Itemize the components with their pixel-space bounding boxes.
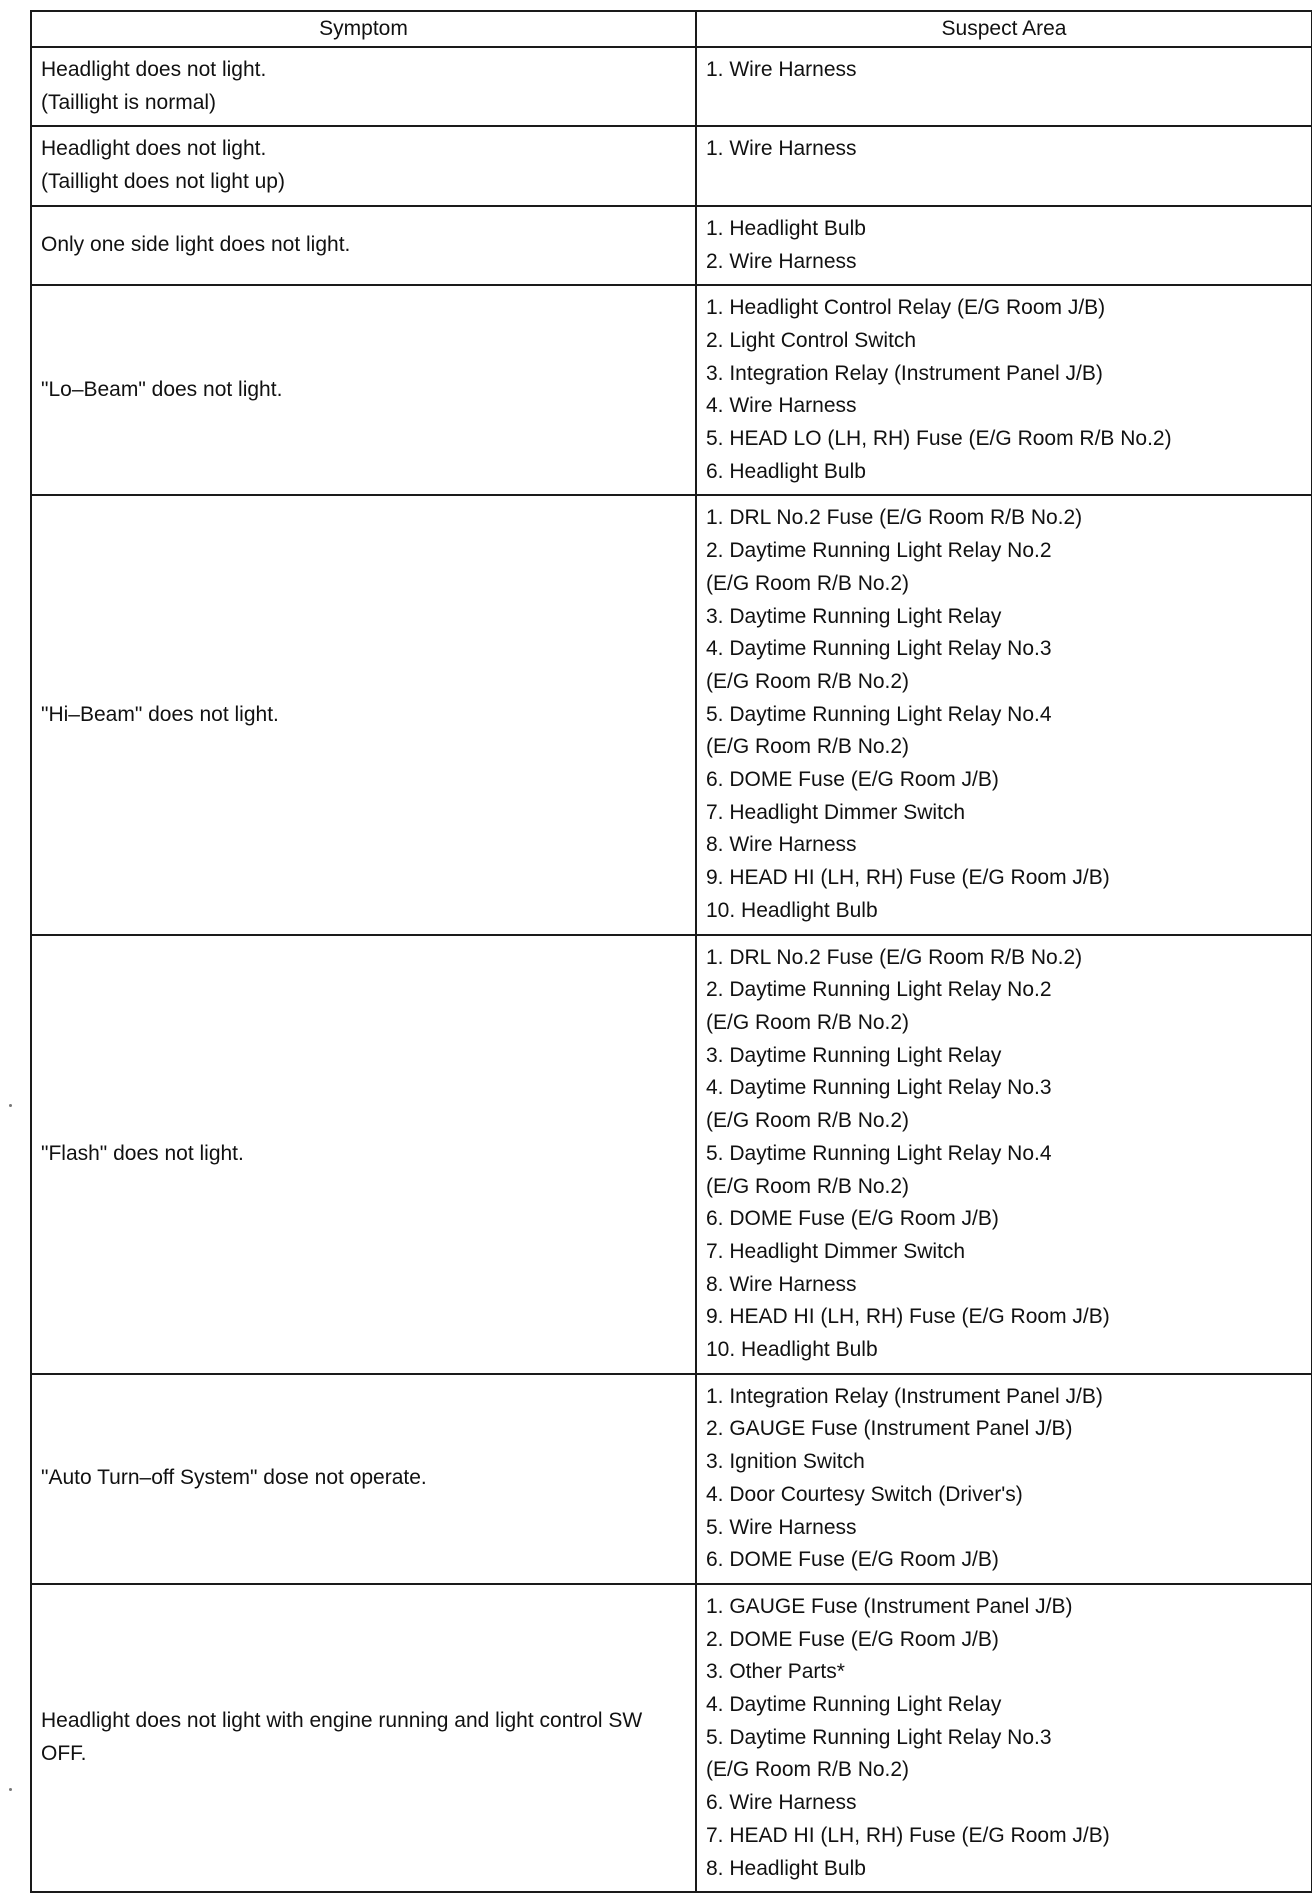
suspect-item: 1. GAUGE Fuse (Instrument Panel J/B) xyxy=(706,1594,1073,1618)
suspect-item: 7. Headlight Dimmer Switch xyxy=(706,1239,966,1263)
suspect-area-cell xyxy=(696,495,1312,934)
symptom-cell xyxy=(31,1374,696,1584)
suspect-area-cell xyxy=(696,1374,1312,1584)
scan-speck xyxy=(9,1788,12,1791)
symptom-cell xyxy=(31,935,696,1374)
suspect-item: 5. Daytime Running Light Relay No.4 xyxy=(706,1141,1052,1165)
suspect-item: 7. Headlight Dimmer Switch xyxy=(706,800,966,824)
suspect-item: 3. Ignition Switch xyxy=(706,1450,865,1474)
problem-symptoms-table-container xyxy=(30,10,1311,1893)
suspect-item: 6. DOME Fuse (E/G Room J/B) xyxy=(706,1548,999,1572)
symptom-text: "Hi–Beam" does not light. xyxy=(41,702,279,726)
symptom-text: (Taillight is normal) xyxy=(41,90,217,114)
suspect-item: 1. DRL No.2 Fuse (E/G Room R/B No.2) xyxy=(706,506,1083,530)
symptom-cell xyxy=(31,1584,696,1892)
suspect-item: 2. DOME Fuse (E/G Room J/B) xyxy=(706,1627,999,1651)
suspect-item: 2. GAUGE Fuse (Instrument Panel J/B) xyxy=(706,1417,1073,1441)
suspect-item: 2. Daytime Running Light Relay No.2 xyxy=(706,539,1052,563)
symptom-text: Headlight does not light with engine running and light control SW OFF. xyxy=(41,1709,643,1766)
suspect-item: 9. HEAD HI (LH, RH) Fuse (E/G Room J/B) xyxy=(706,866,1110,890)
suspect-item: 4. Daytime Running Light Relay No.3 xyxy=(706,1076,1052,1100)
suspect-area-cell xyxy=(696,47,1312,126)
symptom-text: (Taillight does not light up) xyxy=(41,170,285,194)
suspect-item: (E/G Room R/B No.2) xyxy=(706,669,910,693)
suspect-area-cell xyxy=(696,206,1312,285)
suspect-item: 1. Wire Harness xyxy=(706,58,857,81)
scan-speck xyxy=(9,1104,12,1107)
suspect-item: 2. Wire Harness xyxy=(706,249,857,273)
suspect-item: (E/G Room R/B No.2) xyxy=(706,1010,910,1034)
suspect-item: 6. DOME Fuse (E/G Room J/B) xyxy=(706,1207,999,1231)
suspect-item: 5. Wire Harness xyxy=(706,1515,857,1539)
suspect-item: 2. Light Control Switch xyxy=(706,328,917,352)
symptom-cell xyxy=(31,47,696,126)
symptom-text: "Flash" does not light. xyxy=(41,1141,244,1165)
suspect-item: 4. Door Courtesy Switch (Driver's) xyxy=(706,1482,1023,1506)
suspect-item: 1. DRL No.2 Fuse (E/G Room R/B No.2) xyxy=(706,945,1083,969)
suspect-item: (E/G Room R/B No.2) xyxy=(706,735,910,759)
problem-symptoms-table xyxy=(30,10,1312,1893)
suspect-item: 1. Headlight Control Relay (E/G Room J/B) xyxy=(706,296,1106,320)
suspect-item: 1. Wire Harness xyxy=(706,137,857,161)
symptom-cell xyxy=(31,285,696,495)
suspect-item: 9. HEAD HI (LH, RH) Fuse (E/G Room J/B) xyxy=(706,1305,1110,1329)
suspect-item: (E/G Room R/B No.2) xyxy=(706,571,910,595)
symptom-cell xyxy=(31,126,696,205)
suspect-item: 8. Wire Harness xyxy=(706,833,857,857)
suspect-item: 4. Wire Harness xyxy=(706,394,857,418)
symptom-text: Headlight does not light. xyxy=(41,58,267,81)
table-row xyxy=(31,495,1312,934)
suspect-item: 3. Daytime Running Light Relay xyxy=(706,1043,1002,1067)
suspect-item: 3. Other Parts* xyxy=(706,1660,845,1684)
suspect-item: (E/G Room R/B No.2) xyxy=(706,1758,910,1782)
suspect-item: 6. DOME Fuse (E/G Room J/B) xyxy=(706,768,999,792)
suspect-item: 10. Headlight Bulb xyxy=(706,898,878,922)
table-row xyxy=(31,206,1312,285)
suspect-area-cell xyxy=(696,1584,1312,1892)
suspect-item: 10. Headlight Bulb xyxy=(706,1338,878,1362)
suspect-item: 5. Daytime Running Light Relay No.4 xyxy=(706,702,1052,726)
symptom-text: Only one side light does not light. xyxy=(41,233,351,257)
suspect-item: 2. Daytime Running Light Relay No.2 xyxy=(706,978,1052,1002)
suspect-item: 4. Daytime Running Light Relay xyxy=(706,1693,1002,1717)
suspect-item: 5. HEAD LO (LH, RH) Fuse (E/G Room R/B No.2) xyxy=(706,427,1172,451)
suspect-item: 3. Integration Relay (Instrument Panel J/B) xyxy=(706,361,1103,385)
table-row xyxy=(31,47,1312,126)
table-header-row xyxy=(31,11,1312,47)
suspect-area-cell xyxy=(696,285,1312,495)
suspect-item: (E/G Room R/B No.2) xyxy=(706,1174,910,1198)
table-row xyxy=(31,935,1312,1374)
symptom-text: "Auto Turn–off System" dose not operate. xyxy=(41,1466,427,1490)
suspect-item: 6. Wire Harness xyxy=(706,1791,857,1815)
symptom-text: "Lo–Beam" does not light. xyxy=(41,377,283,401)
suspect-item: 8. Wire Harness xyxy=(706,1272,857,1296)
suspect-item: 1. Integration Relay (Instrument Panel J/B) xyxy=(706,1384,1103,1408)
table-row xyxy=(31,126,1312,205)
symptom-text: Headlight does not light. xyxy=(41,137,267,161)
suspect-item: 3. Daytime Running Light Relay xyxy=(706,604,1002,628)
suspect-area-cell xyxy=(696,935,1312,1374)
suspect-item: 8. Headlight Bulb xyxy=(706,1856,866,1880)
suspect-item: 7. HEAD HI (LH, RH) Fuse (E/G Room J/B) xyxy=(706,1823,1110,1847)
table-row xyxy=(31,285,1312,495)
symptom-cell xyxy=(31,495,696,934)
suspect-area-column-header: Suspect Area xyxy=(696,11,1312,47)
suspect-item: 6. Headlight Bulb xyxy=(706,459,866,483)
table-row xyxy=(31,1374,1312,1584)
suspect-area-cell xyxy=(696,126,1312,205)
table-row xyxy=(31,1584,1312,1892)
symptom-cell xyxy=(31,206,696,285)
suspect-item: 4. Daytime Running Light Relay No.3 xyxy=(706,637,1052,661)
suspect-item: 1. Headlight Bulb xyxy=(706,216,866,240)
suspect-item: (E/G Room R/B No.2) xyxy=(706,1109,910,1133)
symptom-column-header: Symptom xyxy=(31,11,696,47)
suspect-item: 5. Daytime Running Light Relay No.3 xyxy=(706,1725,1052,1749)
